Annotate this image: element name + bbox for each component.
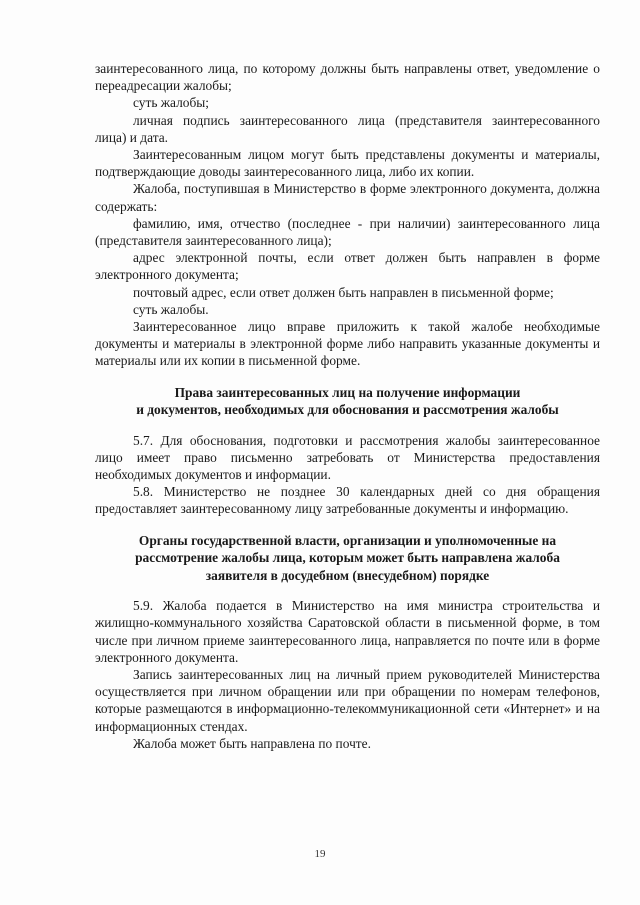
paragraph: суть жалобы. (133, 301, 209, 317)
paragraph: Запись заинтересованных лиц на личный прием руководителей Министерства осуществляется при личном обращении или при обращении по номерам телефонов, которые размещаются в информационно-телекоммуникационной сети «Интернет» и на информационных стендах. (95, 666, 600, 734)
paragraph: Заинтересованное лицо вправе приложить к такой жалобе необходимые документы и материалы в электронной форме либо направить указанные документы и материалы или их копии в письменной форме. (95, 319, 600, 369)
paragraph: Жалоба, поступившая в Министерство в форме электронного документа, должна содержать: (95, 181, 600, 214)
heading-line: заявителя в досудебном (внесудебном) порядке (205, 567, 490, 583)
section-heading-rights (95, 384, 600, 419)
document-body (95, 60, 600, 752)
heading-line: Органы государственной власти, организации и уполномоченные на (138, 532, 557, 548)
heading-line: Права заинтересованных лиц на получение информации (174, 384, 521, 400)
page-number: 19 (314, 848, 326, 860)
heading-line: рассмотрение жалобы лица, которым может быть направлена жалоба (135, 550, 560, 566)
paragraph: суть жалобы; (133, 95, 209, 111)
section-heading-authorities (95, 532, 600, 585)
paragraph: 5.8. Министерство не позднее 30 календарных дней со дня обращения предоставляет заинтересованному лицу затребованные документы и информацию. (95, 484, 600, 517)
paragraph: личная подпись заинтересованного лица (представителя заинтересованного лица) и дата. (95, 112, 600, 145)
paragraph: 5.9. Жалоба подается в Министерство на имя министра строительства и жилищно-коммунального хозяйства Саратовской области в письменной форме, в том числе при личном приеме заинтересованного лица, направляется по почте или в форме электронного документа. (95, 598, 600, 665)
paragraph: Жалоба может быть направлена по почте. (133, 735, 371, 751)
paragraph: 5.7. Для обоснования, подготовки и рассмотрения жалобы заинтересованное лицо имеет право письменно затребовать от Министерства предоставления необходимых документов и информации. (95, 432, 600, 483)
paragraph: Заинтересованным лицом могут быть представлены документы и материалы, подтверждающие доводы заинтересованного лица, либо их копии. (95, 147, 600, 180)
paragraph: фамилию, имя, отчество (последнее - при наличии) заинтересованного лица (представителя заинтересованного лица); (95, 215, 600, 249)
paragraph: почтовый адрес, если ответ должен быть направлен в письменной форме; (133, 284, 554, 300)
paragraph: заинтересованного лица, по которому должны быть направлены ответ, уведомление о переадресации жалобы; (95, 61, 600, 94)
heading-line: и документов, необходимых для обоснования и рассмотрения жалобы (136, 402, 559, 418)
paragraph: адрес электронной почты, если ответ должен быть направлен в форме электронного документа; (95, 250, 600, 283)
